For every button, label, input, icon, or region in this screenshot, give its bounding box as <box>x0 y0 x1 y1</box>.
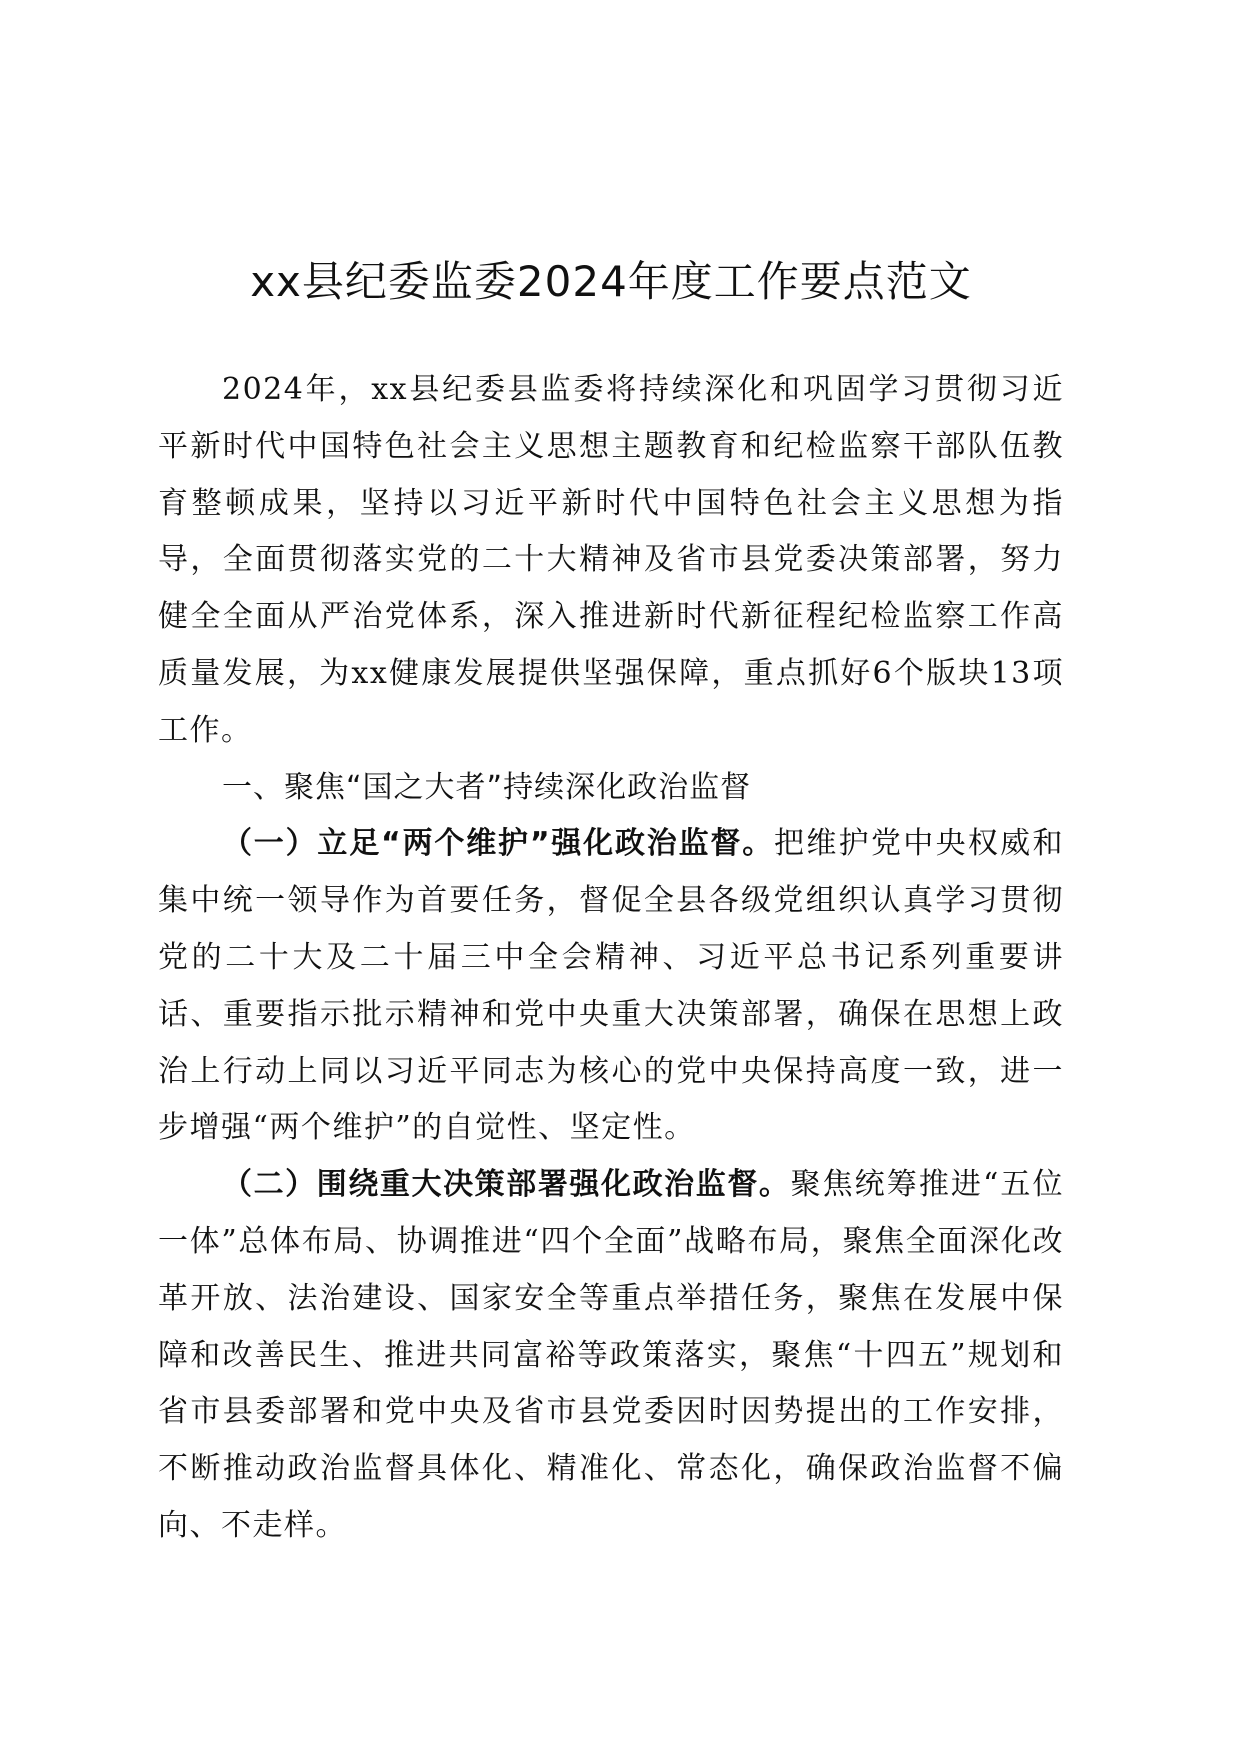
item-heading-2: （二）围绕重大决策部署强化政治监督。 <box>222 1167 791 1203</box>
section-heading: 一、聚焦“国之大者”持续深化政治监督 <box>222 769 752 805</box>
document-page <box>158 0 1064 1754</box>
document-body <box>158 362 1064 1555</box>
item-paragraph-2 <box>158 1157 1064 1555</box>
item-paragraph-1 <box>158 816 1064 1157</box>
item-text-1: 把维护党中央权威和集中统一领导作为首要任务，督促全县各级党组织认真学习贯彻党的二十大及二十届三中全会精神、习近平总书记系列重要讲话、重要指示批示精神和党中央重大决策部署，确保在思想上政治上行动上同以习近平同志为核心的党中央保持高度一致，进一步增强“两个维护”的自觉性、坚定性。 <box>158 826 1064 1146</box>
intro-paragraph: 2024年，xx县纪委县监委将持续深化和巩固学习贯彻习近平新时代中国特色社会主义思想主题教育和纪检监察干部队伍教育整顿成果，坚持以习近平新时代中国特色社会主义思想为指导，全面贯彻落实党的二十大精神及省市县党委决策部署，努力健全全面从严治党体系，深入推进新时代新征程纪检监察工作高质量发展，为xx健康发展提供坚强保障，重点抓好6个版块13项工作。 <box>158 372 1064 748</box>
item-text-2: 聚焦统筹推进“五位一体”总体布局、协调推进“四个全面”战略布局，聚焦全面深化改革开放、法治建设、国家安全等重点举措任务，聚焦在发展中保障和改善民生、推进共同富裕等政策落实，聚焦“十四五”规划和省市县委部署和党中央及省市县党委因时因势提出的工作安排，不断推动政治监督具体化、精准化、常态化，确保政治监督不偏向、不走样。 <box>158 1167 1065 1543</box>
document-title: xx县纪委监委2024年度工作要点范文 <box>250 257 972 306</box>
item-heading-1: （一）立足“两个维护”强化政治监督。 <box>222 826 775 862</box>
